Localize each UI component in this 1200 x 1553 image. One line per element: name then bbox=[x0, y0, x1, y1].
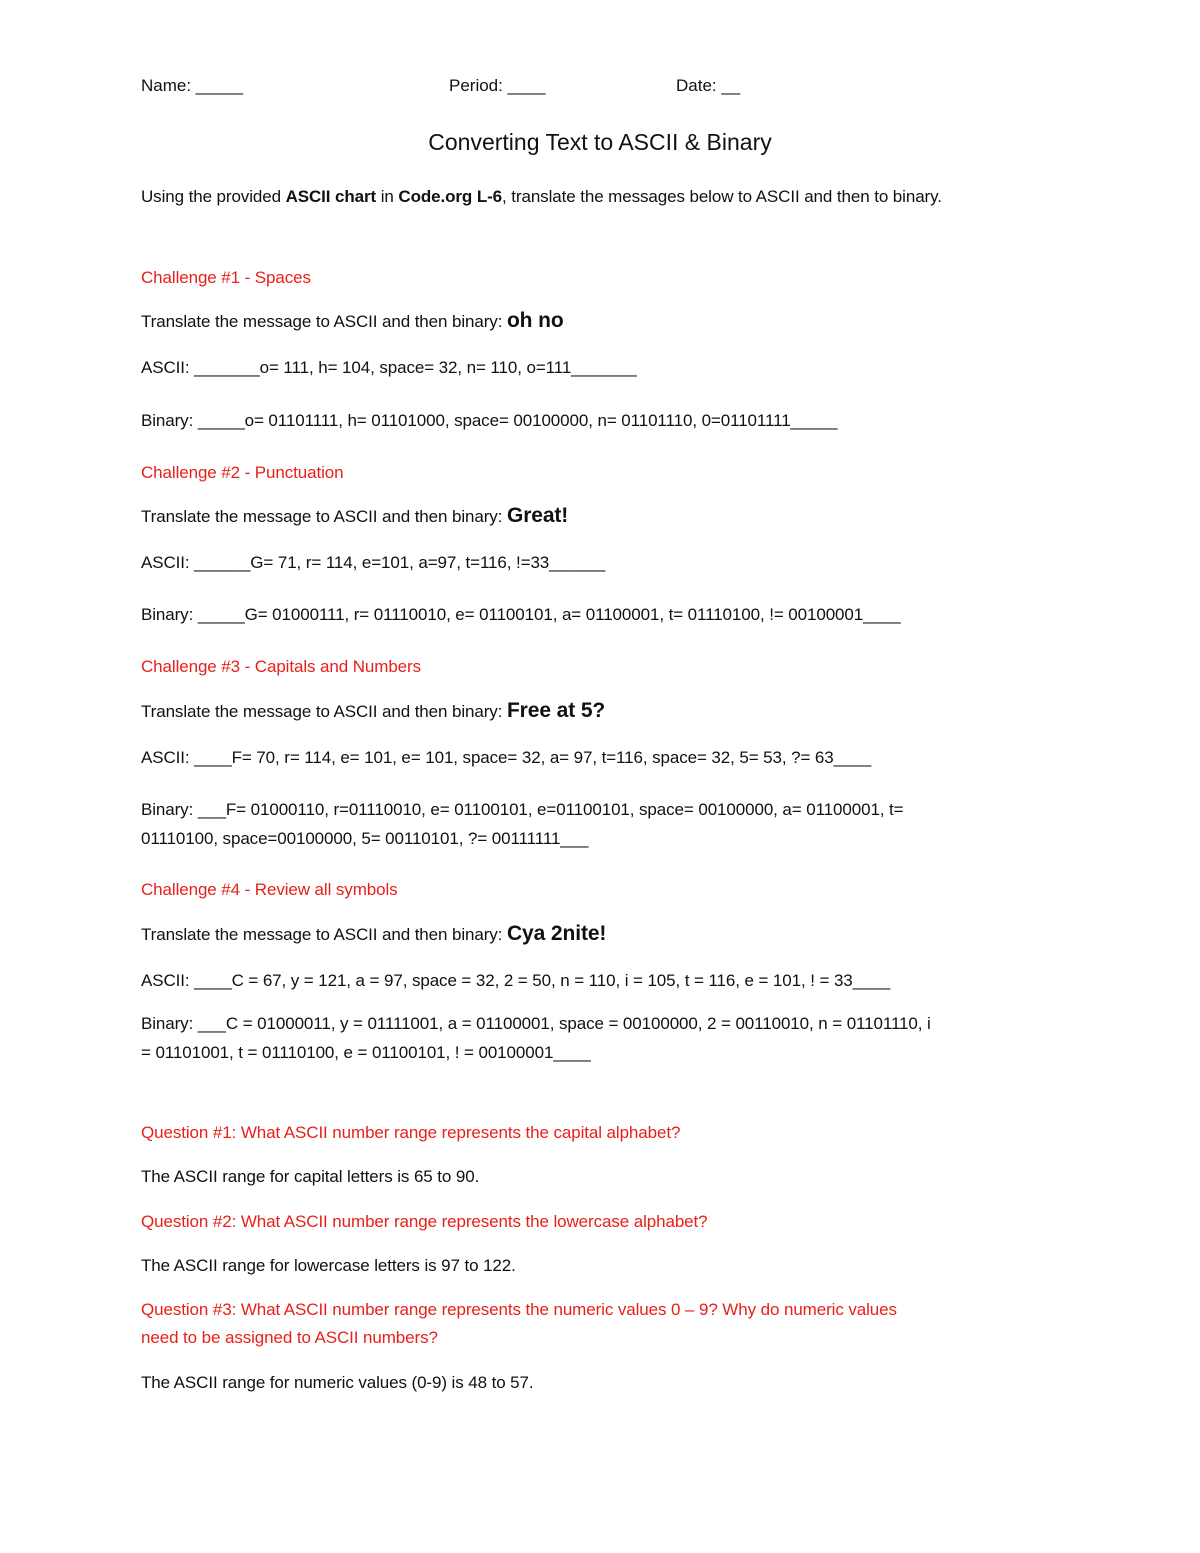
challenge-4-message: Cya 2nite! bbox=[506, 922, 607, 945]
challenge-1-prompt-text: Translate the message to ASCII and then binary: bbox=[141, 312, 507, 331]
challenge-4-ascii: ASCII: ____C = 67, y = 121, a = 97, space = 32, 2 = 50, n = 110, i = 105, t = 116, e = 101, ! = 33____ bbox=[141, 971, 891, 990]
challenge-4-binary-line-2: = 01101001, t = 01110100, e = 01100101, ! = 00100001____ bbox=[141, 1043, 591, 1062]
challenge-4-prompt bbox=[141, 923, 606, 946]
intro-paragraph bbox=[141, 186, 942, 208]
question-3-line-2: need to be assigned to ASCII numbers? bbox=[141, 1328, 438, 1347]
challenge-3-prompt bbox=[141, 700, 605, 723]
challenge-3-ascii: ASCII: ____F= 70, r= 114, e= 101, e= 101, space= 32, a= 97, t=116, space= 32, 5= 53, ?= 63____ bbox=[141, 748, 872, 767]
challenge-1-binary: Binary: _____o= 01101111, h= 01101000, space= 00100000, n= 01101110, 0=01101111_____ bbox=[141, 411, 838, 430]
challenge-3-heading: Challenge #3 - Capitals and Numbers bbox=[141, 657, 421, 676]
challenge-1-prompt bbox=[141, 310, 564, 333]
intro-ascii-chart: ASCII chart bbox=[285, 187, 377, 206]
challenge-4-binary-line-1: Binary: ___C = 01000011, y = 01111001, a = 01100001, space = 00100000, 2 = 00110010, n = 01101110, i bbox=[141, 1014, 931, 1033]
question-3-line-1: Question #3: What ASCII number range represents the numeric values 0 – 9? Why do numeric values bbox=[141, 1300, 897, 1319]
challenge-2-prompt-text: Translate the message to ASCII and then binary: bbox=[141, 507, 507, 526]
page-title: Converting Text to ASCII & Binary bbox=[428, 129, 772, 155]
challenge-2-binary: Binary: _____G= 01000111, r= 01110010, e= 01100101, a= 01100001, t= 01110100, != 00100001____ bbox=[141, 605, 901, 624]
challenge-2-prompt bbox=[141, 505, 568, 528]
answer-3: The ASCII range for numeric values (0-9) is 48 to 57. bbox=[141, 1373, 534, 1392]
challenge-1-ascii: ASCII: _______o= 111, h= 104, space= 32, n= 110, o=111_______ bbox=[141, 358, 637, 377]
intro-text-1: Using the provided bbox=[141, 187, 286, 206]
intro-text-2: in bbox=[376, 187, 399, 206]
challenge-3-message: Free at 5? bbox=[506, 699, 606, 722]
challenge-2-ascii: ASCII: ______G= 71, r= 114, e=101, a=97, t=116, !=33______ bbox=[141, 553, 606, 572]
answer-2: The ASCII range for lowercase letters is 97 to 122. bbox=[141, 1256, 516, 1275]
intro-text-3: , translate the messages below to ASCII and then to binary. bbox=[502, 187, 942, 206]
challenge-3-prompt-text: Translate the message to ASCII and then binary: bbox=[141, 702, 507, 721]
challenge-4-heading: Challenge #4 - Review all symbols bbox=[141, 880, 398, 899]
answer-1: The ASCII range for capital letters is 65 to 90. bbox=[141, 1167, 480, 1186]
question-1: Question #1: What ASCII number range represents the capital alphabet? bbox=[141, 1123, 681, 1142]
date-field: Date: __ bbox=[676, 76, 741, 95]
question-2: Question #2: What ASCII number range represents the lowercase alphabet? bbox=[141, 1212, 708, 1231]
period-field: Period: ____ bbox=[449, 76, 546, 95]
challenge-3-binary-line-1: Binary: ___F= 01000110, r=01110010, e= 01100101, e=01100101, space= 00100000, a= 01100001, t= bbox=[141, 800, 904, 819]
challenge-1-message: oh no bbox=[506, 309, 564, 332]
intro-codeorg: Code.org L-6 bbox=[398, 187, 503, 206]
challenge-4-prompt-text: Translate the message to ASCII and then binary: bbox=[141, 925, 507, 944]
challenge-3-binary-line-2: 01110100, space=00100000, 5= 00110101, ?= 00111111___ bbox=[141, 829, 589, 848]
challenge-1-heading: Challenge #1 - Spaces bbox=[141, 268, 311, 287]
challenge-2-heading: Challenge #2 - Punctuation bbox=[141, 463, 344, 482]
name-field: Name: _____ bbox=[141, 76, 244, 95]
challenge-2-message: Great! bbox=[506, 504, 569, 527]
